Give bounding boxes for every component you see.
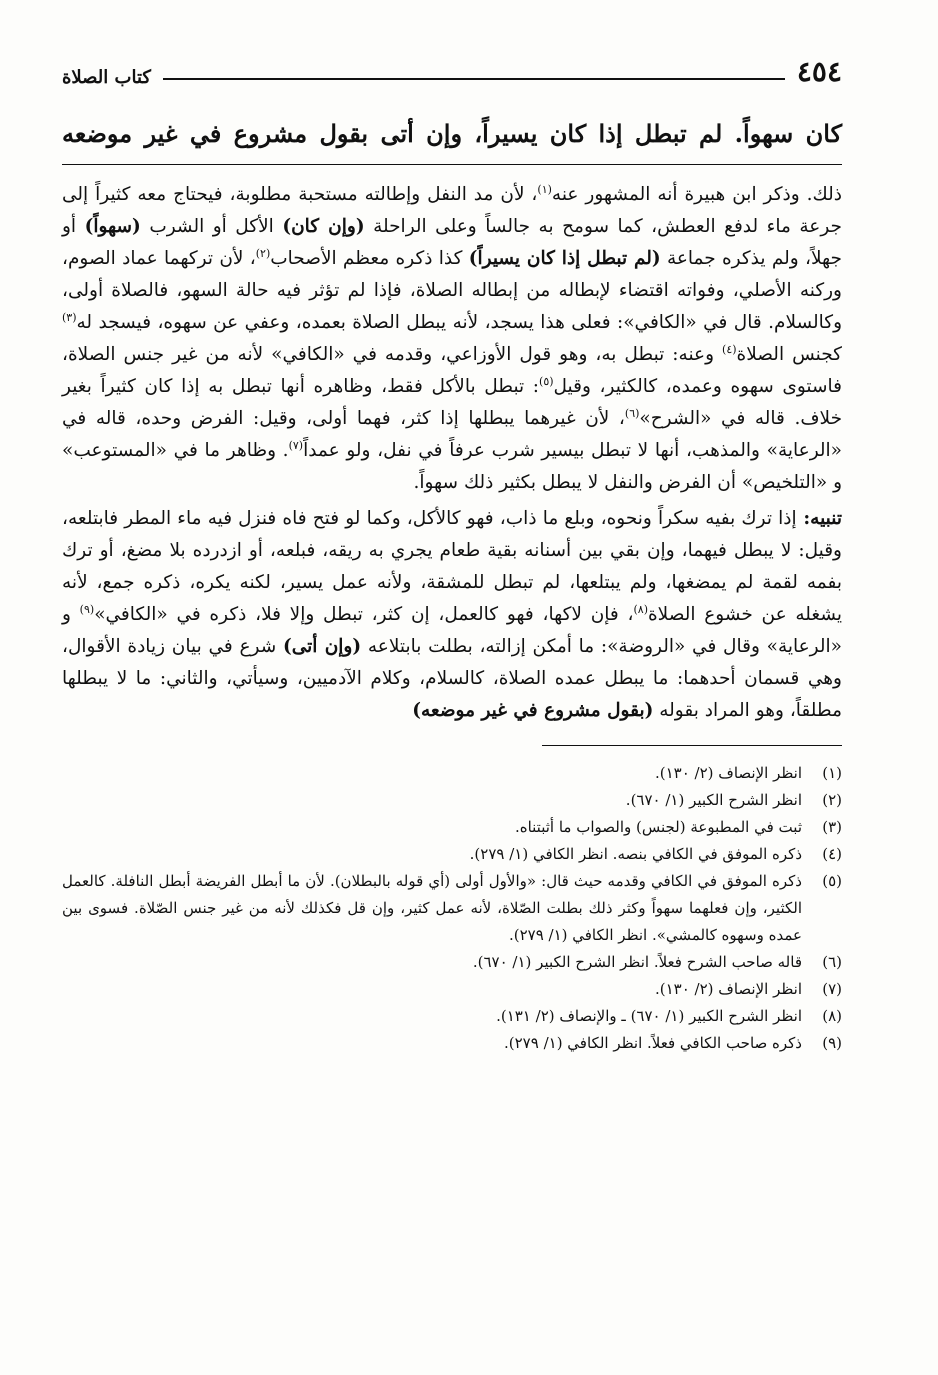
- text-run: . وظاهر ما في «المستوعب» و «التلخيص» أن الفرض والنفل لا يبطل بكثير ذلك سهواً.: [62, 440, 842, 493]
- footnote-number: (٢): [822, 791, 842, 809]
- footnote-ref: (٨): [633, 602, 648, 616]
- footnote-number: (٤): [822, 845, 842, 863]
- footnote-number: (٦): [822, 953, 842, 971]
- text-run: ، لأن مد النفل وإطالته مستحبة مطلوبة، فيحتاج معه كثيراً إلى جرعة ماء لدفع العطش، كما سومح به جالساً وعلى الراحلة: [62, 184, 842, 237]
- footnote-ref: (٦): [624, 406, 640, 420]
- matn-text: كان سهواً. لم تبطل إذا كان يسيراً، وإن أتى بقول مشروع في غير موضعه: [62, 114, 842, 165]
- footnote-number: (٨): [822, 1007, 842, 1025]
- bold-run: (وإن كان): [282, 216, 365, 237]
- commentary: [62, 179, 842, 727]
- footnote-ref: (٤): [722, 342, 737, 356]
- footnote-number: (٣): [822, 818, 842, 836]
- text-run: ، فإن لاكها، فهو كالعمل، إن كثر، تبطل وإلا فلا، ذكره في «الكافي»: [94, 604, 634, 625]
- footnote: [62, 841, 842, 868]
- text-run: و «الرعاية» وقال في «الروضة»: ما أمكن إزالته، بطلت بابتلاعه: [62, 604, 842, 657]
- footnote-ref: (١): [537, 182, 552, 196]
- footnote-text: ذكره صاحب الكافي فعلاً. انظر الكافي (١/ ٢٧٩).: [504, 1034, 802, 1052]
- text-run: شرع في بيان زيادة الأقوال، وهي قسمان أحدهما: ما يبطل عمده الصلاة، كالسلام، وكلام الآدميين، وسيأتي، والثاني: ما لا يبطلها مطلقاً، وهو المراد بقوله: [62, 636, 842, 721]
- bold-run: (لم تبطل إذا كان يسيراً): [468, 248, 661, 269]
- text-run: ، لأن غيرهما يبطلها إذا كثر، فهما أولى، وقيل: الفرض وحده، قاله في «الرعاية» والمذهب، أنها لا تبطل بيسير شرب عرفاً في نفل، ولو عمداً: [62, 408, 842, 461]
- footnote: [62, 814, 842, 841]
- chapter-title: كتاب الصلاة: [62, 67, 151, 88]
- commentary-paragraph: [62, 503, 842, 727]
- bold-run: (بقول مشروع في غير موضعه): [412, 700, 654, 721]
- footnote: [62, 787, 842, 814]
- text-run: وعنه: تبطل به، وهو قول الأوزاعي، وقدمه في «الكافي» لأنه من غير جنس الصلاة، فاستوى سهوه وعمده، كالكثير، وقيل: [62, 344, 842, 397]
- footnote: [62, 949, 842, 976]
- footnote-ref: (٢): [255, 246, 271, 260]
- footnote-number: (٩): [822, 1034, 842, 1052]
- book-page: [62, 48, 842, 1057]
- footnote-text: ذكره الموفق في الكافي بنصه. انظر الكافي (١/ ٢٧٩).: [469, 845, 802, 863]
- footnote-text: ثبت في المطبوعة (لجنس) والصواب ما أثبتناه.: [514, 818, 802, 836]
- text-run: أو جهلاً، ولم يذكره جماعة: [62, 216, 842, 269]
- text-run: : تبطل بالأكل فقط، وظاهره أنها تبطل به إذا كان كثيراً بغير خلاف. قاله في «الشرح»: [62, 376, 842, 429]
- footnotes: [62, 760, 842, 1057]
- footnote-ref: (٧): [288, 438, 304, 452]
- footnote-number: (١): [822, 764, 842, 782]
- footnote-text: قاله صاحب الشرح فعلاً. انظر الشرح الكبير (١/ ٦٧٠).: [472, 953, 802, 971]
- text-run: ، لأن تركهما عماد الصوم، وركنه الأصلي، وفواته اقتضاء لإبطاله من إبطاله الصلاة، فإذا لم تؤثر فيه حالة السهو، فالصلاة أولى، وكالسلام. قال في «الكافي»: فعلى هذا يسجد، لأنه يبطل الصلاة بعمده، وعفي عن سهوه، فيسجد له: [62, 248, 842, 333]
- commentary-paragraph: [62, 179, 842, 499]
- text-run: كذا ذكره معظم الأصحاب: [270, 248, 469, 269]
- footnote-text: ذكره الموفق في الكافي وقدمه حيث قال: «والأول أولى (أي قوله بالبطلان). لأن ما أبطل الفريضة أبطل النافلة. كالعمل الكثير، وإن فعلهما سهواً وكثر ذلك بطلت الصّلاة، لأنه عمل كثير، وإن قل فكذلك لأنه من غير جنس الصّلاة. فسوى بين عمده وسهوه كالمشي». انظر الكافي (١/ ٢٧٩).: [62, 872, 802, 944]
- footnote-ref: (٩): [79, 602, 95, 616]
- footnote: [62, 976, 842, 1003]
- footnote-ref: (٥): [539, 374, 554, 388]
- footnote-rule: [542, 745, 842, 746]
- footnote: [62, 1030, 842, 1057]
- footnote: [62, 868, 842, 949]
- footnote-text: انظر الإنصاف (٢/ ١٣٠).: [654, 764, 802, 782]
- footnote: [62, 1003, 842, 1030]
- footnote-text: انظر الشرح الكبير (١/ ٦٧٠) ـ والإنصاف (٢/ ١٣١).: [496, 1007, 802, 1025]
- text-run: كجنس الصلاة: [736, 344, 842, 365]
- footnote-text: انظر الشرح الكبير (١/ ٦٧٠).: [625, 791, 802, 809]
- footnote: [62, 760, 842, 787]
- bold-run: (وإن أتى): [282, 636, 362, 657]
- header-rule: [163, 78, 785, 80]
- running-header: [62, 48, 842, 88]
- footnote-text: انظر الإنصاف (٢/ ١٣٠).: [654, 980, 802, 998]
- footnote-number: (٧): [822, 980, 842, 998]
- page-number: ٤٥٤: [796, 55, 842, 88]
- bold-run: (سهواً): [84, 216, 141, 237]
- footnote-ref: (٣): [62, 310, 77, 324]
- text-run: إذا ترك بفيه سكراً ونحوه، وبلع ما ذاب، فهو كالأكل، وكما لو فتح فاه فنزل فيه ماء المطر فابتلعه، وقيل: لا يبطل فيهما، وإن بقي بين أسنانه بقية طعام يجري به ريقه، فبلعه، أو ازدرده بلا مضغ، أو ترك بفمه لقمة لم يمضغها، ولم يبتلعها، لم تبطل للمشقة، ولأنه عمل يسير، لكنه يكره، ذكره جمع، لأنه يشغله عن خشوع الصلاة: [62, 508, 842, 625]
- footnote-number: (٥): [822, 872, 842, 890]
- text-run: ذلك. وذكر ابن هبيرة أنه المشهور عنه: [551, 184, 842, 205]
- bold-run: تنبيه:: [796, 508, 842, 529]
- text-run: الأكل أو الشرب: [140, 216, 283, 237]
